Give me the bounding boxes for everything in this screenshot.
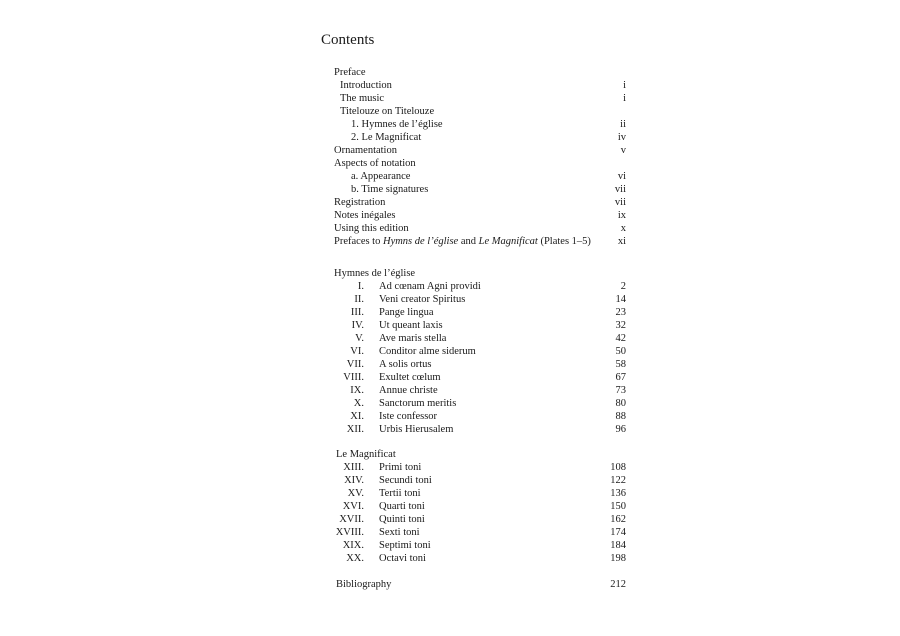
toc-bibliography [334, 578, 626, 591]
toc-entry-using-edition: Using this edition x [334, 223, 626, 234]
entry-page: 32 [615, 320, 626, 331]
toc-entry-aspects: Aspects of notation [334, 158, 416, 169]
toc-numbered-entry [334, 293, 626, 306]
entry-title: Septimi toni [379, 540, 431, 551]
entry-page: 184 [610, 540, 626, 551]
entry-title: Ut queant laxis [379, 320, 443, 331]
entry-title: Quinti toni [379, 514, 425, 525]
toc-entry-ornamentation: Ornamentation v [334, 145, 626, 156]
entry-number: VI. [350, 346, 364, 357]
entry-page: 108 [610, 462, 626, 473]
entry-page: 58 [615, 359, 626, 370]
toc-numbered-entry [334, 487, 626, 500]
entry-title: Quarti toni [379, 501, 425, 512]
entry-number: V. [355, 333, 364, 344]
entry-page: 122 [610, 475, 626, 486]
toc-entry-registration: Registration vii [334, 197, 626, 208]
entry-number: XIII. [343, 462, 364, 473]
toc-numbered-entry [334, 474, 626, 487]
entry-number: IV. [351, 320, 364, 331]
entry-number: XIX. [342, 540, 364, 551]
toc-entry-hymnes: 1. Hymnes de l’église ii [351, 119, 626, 130]
toc-numbered-entry [334, 410, 626, 423]
entry-number: XII. [346, 424, 364, 435]
toc-magnificat [334, 448, 626, 565]
entry-number: XIV. [344, 475, 364, 486]
entry-page: 50 [615, 346, 626, 357]
toc-numbered-entry [334, 319, 626, 332]
entry-page: 80 [615, 398, 626, 409]
entry-title: A solis ortus [379, 359, 432, 370]
section-heading-hymnes: Hymnes de l’église [334, 268, 416, 279]
toc-numbered-entry [334, 539, 626, 552]
entry-title: Tertii toni [379, 488, 421, 499]
toc-hymnes [334, 267, 626, 436]
entry-page: 136 [610, 488, 626, 499]
toc-entry-bibliography: Bibliography 212 [336, 579, 626, 590]
toc-entry-magnificat: 2. Le Magnificat iv [351, 132, 626, 143]
toc-entry-titelouze: Titelouze on Titelouze [340, 106, 435, 117]
entry-number: XVII. [339, 514, 364, 525]
entry-title: Secundi toni [379, 475, 432, 486]
entry-title: Pange lingua [379, 307, 434, 318]
entry-page: 2 [620, 281, 626, 292]
entry-number: I. [357, 281, 364, 292]
entry-page: 96 [615, 424, 626, 435]
entry-title: Octavi toni [379, 553, 426, 564]
section-heading-magnificat: Le Magnificat [336, 449, 396, 460]
toc-numbered-entry [334, 397, 626, 410]
entry-title: Sexti toni [379, 527, 420, 538]
page-title: Contents [321, 32, 375, 48]
toc-entry-prefaces: Prefaces to Hymns de l’église and Le Magnificat (Plates 1–5) xi [334, 236, 626, 247]
entry-number: II. [354, 294, 364, 305]
toc-entry-notes-inegales: Notes inégales ix [334, 210, 626, 221]
toc-numbered-entry [334, 384, 626, 397]
entry-title: Conditor alme siderum [379, 346, 476, 357]
toc-entry-the-music: The music i [340, 93, 626, 104]
entry-number: XI. [350, 411, 364, 422]
section-heading-preface: Preface [334, 67, 366, 78]
toc-numbered-entry [334, 423, 626, 436]
entry-number: XX. [346, 553, 364, 564]
toc-numbered-entry [334, 526, 626, 539]
entry-page: 42 [615, 333, 626, 344]
toc-entry-time-signatures: b. Time signatures vii [351, 184, 626, 195]
entry-title: Exultet cœlum [379, 372, 441, 383]
toc-numbered-entry [334, 461, 626, 474]
entry-title: Ave maris stella [379, 333, 447, 344]
entry-page: 67 [615, 372, 626, 383]
entry-page: 73 [615, 385, 626, 396]
toc-numbered-entry [334, 358, 626, 371]
entry-number: III. [350, 307, 364, 318]
toc-numbered-entry [334, 306, 626, 319]
entry-number: XV. [347, 488, 364, 499]
entry-number: X. [353, 398, 364, 409]
entry-title: Annue christe [379, 385, 438, 396]
entry-number: XVIII. [335, 527, 364, 538]
toc-numbered-entry [334, 371, 626, 384]
entry-number: XVI. [342, 501, 364, 512]
entry-page: 198 [610, 553, 626, 564]
entry-title: Iste confessor [379, 411, 438, 422]
entry-title: Ad cœnam Agni providi [379, 281, 481, 292]
entry-title: Primi toni [379, 462, 422, 473]
toc-numbered-entry [334, 345, 626, 358]
entry-title: Urbis Hierusalem [379, 424, 454, 435]
toc-entry-introduction: Introduction i [340, 80, 626, 91]
toc-numbered-entry [334, 552, 626, 565]
entry-page: 23 [615, 307, 626, 318]
toc-numbered-entry [334, 500, 626, 513]
entry-page: 174 [610, 527, 626, 538]
toc-numbered-entry [334, 280, 626, 293]
entry-page: 14 [615, 294, 626, 305]
entry-title: Veni creator Spiritus [379, 294, 466, 305]
entry-number: IX. [350, 385, 364, 396]
entry-page: 88 [615, 411, 626, 422]
entry-number: VIII. [343, 372, 364, 383]
toc-entry-appearance: a. Appearance vi [351, 171, 626, 182]
toc-preface [334, 66, 626, 248]
entry-title: Sanctorum meritis [379, 398, 457, 409]
entry-number: VII. [346, 359, 364, 370]
entry-page: 150 [610, 501, 626, 512]
toc-numbered-entry [334, 513, 626, 526]
entry-page: 162 [610, 514, 626, 525]
toc-numbered-entry [334, 332, 626, 345]
